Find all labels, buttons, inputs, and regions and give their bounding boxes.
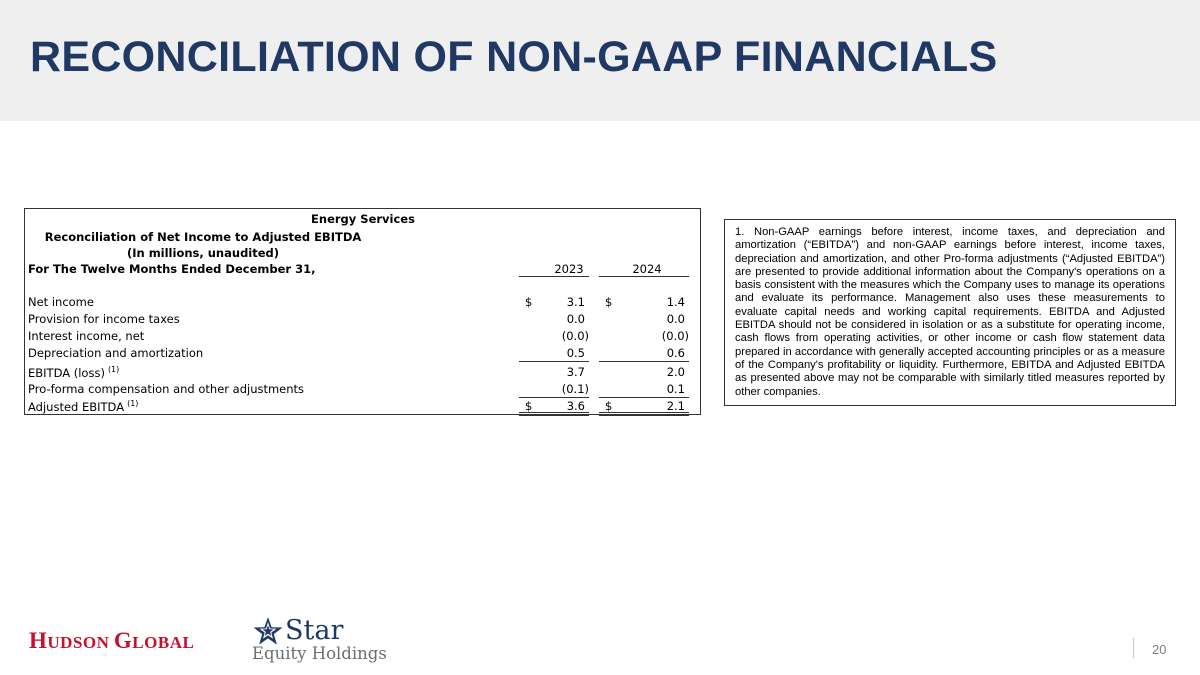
logo-letters: LOBAL (132, 633, 195, 652)
currency-symbol: $ (605, 399, 613, 413)
table-heading-title: Reconciliation of Net Income to Adjusted EBITDA (44, 230, 362, 244)
currency-symbol: $ (525, 295, 533, 309)
ebitda-label-text: EBITDA (loss) (28, 366, 105, 380)
table-heading-segment: Energy Services (311, 212, 415, 226)
adjusted-ebitda-label-text: Adjusted EBITDA (28, 400, 125, 414)
cell-value: 0.5 (566, 346, 585, 360)
cell-value: 0.0 (566, 312, 585, 326)
subtotal-underline (519, 361, 589, 362)
cell-value: 0.0 (666, 312, 685, 326)
cell-value: 0.1 (666, 382, 685, 396)
row-label-provision: Provision for income taxes (28, 312, 180, 326)
period-label: For The Twelve Months Ended December 31, (28, 262, 316, 276)
equity-holdings-wordmark: Equity Holdings (252, 644, 387, 663)
total-underline (599, 397, 689, 398)
column-header-2024: 2024 (632, 262, 662, 276)
star-wordmark: Star (285, 615, 344, 646)
row-label-pro-forma: Pro-forma compensation and other adjustments (28, 382, 305, 396)
page-number-divider (1133, 638, 1134, 658)
subtotal-underline (599, 361, 689, 362)
currency-symbol: $ (605, 295, 613, 309)
cell-value: 3.7 (566, 365, 585, 379)
column-header-underline (519, 276, 589, 277)
grand-total-double-underline (519, 412, 589, 416)
logo-letters: UDSON (47, 633, 110, 652)
cell-value: (0.0) (561, 329, 589, 343)
total-underline (519, 397, 589, 398)
star-equity-holdings-logo (252, 614, 392, 666)
cell-value: 2.1 (666, 399, 685, 413)
row-label-interest: Interest income, net (28, 329, 145, 343)
row-label-ebitda (28, 365, 119, 380)
hudson-global-logo (29, 628, 194, 654)
cell-value: 0.6 (666, 346, 685, 360)
column-header-2023: 2023 (554, 262, 584, 276)
page-number: 20 (1152, 642, 1167, 657)
ebitda-reconciliation-table (24, 208, 701, 415)
footnote-marker: (1) (107, 365, 120, 374)
logo-letter: H (29, 628, 48, 653)
row-label-depreciation: Depreciation and amortization (28, 346, 204, 360)
cell-value: 2.0 (666, 365, 685, 379)
table-heading-units: (In millions, unaudited) (126, 246, 280, 260)
cell-value: (0.0) (661, 329, 689, 343)
cell-value: 3.1 (566, 295, 585, 309)
logo-letter: G (113, 628, 133, 653)
cell-value: 1.4 (666, 295, 685, 309)
grand-total-double-underline (599, 412, 689, 416)
non-gaap-footnote-box (724, 219, 1176, 406)
slide-title: RECONCILIATION OF NON-GAAP FINANCIALS (30, 33, 998, 81)
footnote-text: 1. Non-GAAP earnings before interest, income taxes, and depreciation and amortization (“EBITDA”) and non-GAAP earnings before interest, income taxes, depreciation and amortization, and other Pro-forma adjustments (“Adjusted EBITDA”) are presented to provide additional information about the Company's operations on a basis consistent with the measures which the Company uses to manage its operations and evaluate its performance. Management also uses these measurements to evaluate capital needs and working capital requirements. EBITDA and Adjusted EBITDA should not be considered in isolation or as a substitute for operating income, cash flows from operating activities, or other income or cash flow statement data prepared in accordance with generally accepted accounting principles or as a measure of the Company's profitability or liquidity. Furthermore, EBITDA and Adjusted EBITDA as presented above may not be comparable with similarly titled measures reported by other companies. (735, 226, 1165, 398)
row-label-adjusted-ebitda (28, 399, 138, 414)
cell-value: 3.6 (566, 399, 585, 413)
column-header-underline (599, 276, 689, 277)
currency-symbol: $ (525, 399, 533, 413)
row-label-net-income: Net income (28, 295, 94, 309)
footnote-marker: (1) (127, 399, 139, 408)
cell-value: (0.1) (561, 382, 589, 396)
